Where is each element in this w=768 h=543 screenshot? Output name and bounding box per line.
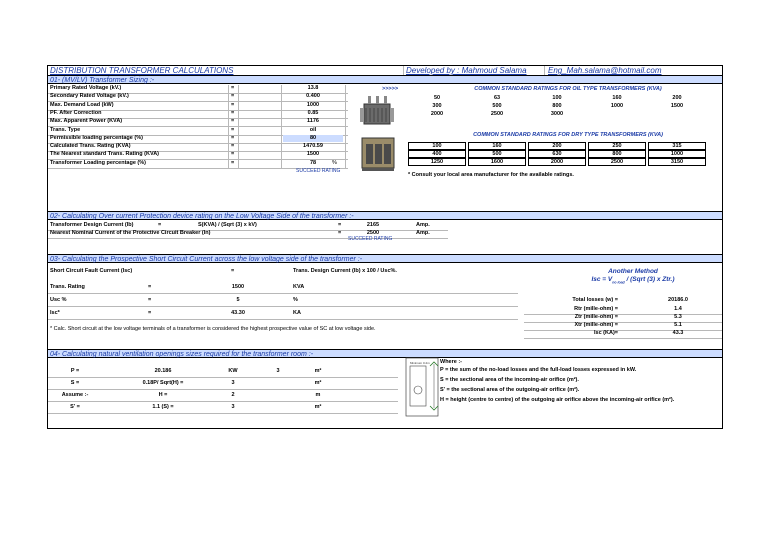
protection-eq: = [338,230,342,236]
rating-cell: 1000 [648,150,706,158]
protection-unit: Amp. [416,230,430,236]
section-3-header: 03- Calculating the Prospective Short Circuit Current across the low voltage side of the transformer :- [48,254,722,263]
impedance-value: 43.3 [672,330,684,336]
vent-col-a: Assume :- [61,392,89,398]
sc-unit: % [293,297,298,303]
sc-unit: KA [293,310,301,316]
rating-cell: 50 [433,95,441,101]
rating-cell: 1000 [610,103,624,109]
vent-col-c: 2 [231,392,235,398]
sizing-label: Max. Apparent Power (KVA) [50,118,123,125]
sizing-equals: = [231,159,235,166]
sizing-value[interactable]: 1000 [306,101,320,108]
sizing-label: Calculated Trans. Rating (KVA) [50,143,131,150]
rating-cell: 2500 [588,158,646,166]
rating-cell: 1250 [408,158,466,166]
rating-cell: 2500 [490,111,504,117]
sizing-value[interactable]: 0.85 [307,109,319,116]
grid-line [48,319,518,320]
section-1-succeed: SUCCEED RATING [296,168,341,174]
isc-label: Short Circuit Fault Current (Isc) [50,268,133,274]
developer-credit: Developed by : Mahmoud Salama [406,66,527,75]
sizing-label: The Nearest standard Trans. Rating (KVA) [50,151,160,158]
isc-formula: Trans. Design Current (Ib) x 100 / Usc%. [293,268,397,274]
oil-ratings-title: COMMON STANDARD RATINGS FOR OIL TYPE TRANSFORMERS (KVA) [474,86,662,92]
vent-col-a: S' = [70,404,80,410]
rating-cell: 630 [528,150,586,158]
sizing-value[interactable]: 0.400 [306,93,320,100]
sc-value[interactable]: 5 [236,297,240,303]
oil-transformer-picture [356,94,400,130]
rating-cell: 250 [588,142,646,150]
total-losses-label: Total losses (w) = [572,297,618,303]
sizing-label: PF. After Correction [50,109,102,116]
section-4-header: 04- Calculating natural ventilation openings sizes required for the transformer room :- [48,349,722,358]
section-2-succeed: SUCCEED RATING [348,236,393,242]
developer-email[interactable]: Eng_Mah.salama@hotmail.com [548,66,662,75]
rating-cell: 1600 [468,158,526,166]
vent-col-c: 3 [231,404,235,410]
rating-cell: 3000 [550,111,564,117]
spreadsheet [47,65,723,429]
rating-cell: 800 [588,150,646,158]
grid-line [48,306,518,307]
sizing-equals: = [231,143,235,150]
vent-col-e: m [315,392,321,398]
arrows: >>>>> [382,86,399,92]
vent-col-c: KW [228,368,238,374]
sizing-equals: = [231,85,235,91]
sc-eq: = [148,284,152,290]
rating-cell: 100 [552,95,562,101]
grid-vline [228,85,229,169]
rating-cell: 300 [432,103,442,109]
section-1-header: 01- (MV/LV) Transformer Sizing :- [48,75,722,84]
vent-col-b: 0.18P/ Sqrt(H) = [142,380,184,386]
sc-eq: = [148,297,152,303]
vent-col-e: m² [314,368,322,374]
vent-col-c: 3 [231,380,235,386]
sizing-label: Primary Rated Voltage (kV.) [50,85,122,91]
sizing-value: 1500 [306,151,320,158]
sc-unit: KVA [293,284,305,290]
rating-cell: 500 [492,103,502,109]
sizing-value: 78 [309,159,317,166]
impedance-label: Rtr (mille-ohm) = [574,306,618,312]
vent-col-b: 20.186 [154,368,172,374]
sizing-value: 1176 [307,118,319,125]
grid-line [48,401,398,402]
sheet-title: DISTRIBUTION TRANSFORMER CALCULATIONS [50,66,234,75]
ratings-note: * Consult your local area manufacturer for the available ratings. [408,172,574,178]
rating-cell: 1500 [670,103,684,109]
sizing-label: Secondary Rated Voltage (kV.) [50,93,129,100]
percent-sign: % [332,159,337,166]
isc-eq: = [231,268,235,274]
protection-unit: Amp. [416,222,430,228]
impedance-value: 5.3 [674,314,682,320]
rating-cell: 200 [528,142,586,150]
sizing-equals: = [231,126,235,133]
another-method-title: Another Method [608,268,658,275]
rating-cell: 400 [408,150,466,158]
grid-line [48,377,398,378]
diagram-label: Minimum 0.2m [410,361,430,365]
sizing-label: Permissible loading percentage (%) [50,134,143,141]
dry-transformer-picture [356,134,400,174]
vent-definition: P = the sum of the no-load losses and the full-load losses expressed in kW. [440,367,637,373]
impedance-label: Isc (KA)= [594,330,618,336]
grid-line [48,293,518,294]
sizing-equals: = [231,151,235,158]
rating-cell: 800 [552,103,562,109]
impedance-label: Ztr (mille-ohm) = [574,314,618,320]
grid-vline [345,85,346,169]
another-method-formula: Isc = $V_{no load}$ / (Sqrt (3) x Ztr.) [591,276,675,285]
protection-value: 2500 [366,230,380,236]
rating-cell: 63 [493,95,501,101]
vent-col-d: 3 [276,368,280,374]
sizing-equals: = [231,134,235,141]
sizing-value[interactable]: 80 [283,135,343,142]
protection-eq: = [338,222,342,228]
sc-label: Usc % [50,297,67,303]
sizing-label: Trans. Type [50,126,81,133]
rating-cell: 160 [468,142,526,150]
protection-label: Transformer Design Current (Ib) [50,222,134,228]
sizing-value[interactable]: 13.8 [307,85,319,91]
vent-definition: H = height (centre to centre) of the outgoing air orifice above the incoming-air orifice (m²). [440,397,675,403]
sc-label: Trans. Rating [50,284,85,290]
protection-value: 2165 [366,222,380,228]
sizing-value[interactable]: oil [309,126,317,133]
impedance-value: 5.1 [674,322,682,328]
sc-label: Isc* [50,310,60,316]
protection-eq1: = [158,222,162,228]
vent-col-b: H = [158,392,168,398]
grid-line [48,389,398,390]
vent-col-a: P = [70,368,80,374]
impedance-value: 1.4 [674,306,682,312]
grid-vline [281,85,282,169]
sizing-label: Transformer Loading percentage (%) [50,159,146,166]
sizing-equals: = [231,109,235,116]
vent-col-b: 1.1 (S) = [152,404,174,410]
section-3-note: * Calc. Short circuit at the low voltage terminals of a transformer is considered the highest prospective value of SC at low voltage side. [50,326,376,332]
rating-cell: 315 [648,142,706,150]
grid-vline [238,85,239,169]
rating-cell: 500 [468,150,526,158]
protection-formula: S(KVA) / (Sqrt (3) x kV) [198,222,257,228]
vent-definition: S = the sectional area of the incoming-air orifice (m²). [440,377,579,383]
vent-col-e: m² [314,404,322,410]
sizing-equals: = [231,93,235,100]
total-losses-value: 20186.0 [668,297,688,303]
rating-cell: 200 [672,95,682,101]
vent-definition: S' = the sectional area of the outgoing-air orifice (m²). [440,387,580,393]
where-label: Where :- [440,359,462,365]
vent-col-e: m² [314,380,322,386]
sc-value: 1500 [231,284,245,290]
rating-cell: 100 [408,142,466,150]
grid-line [48,413,398,414]
rating-cell: 2000 [528,158,586,166]
protection-label: Nearest Nominal Current of the Protective Circuit Breaker (In) [50,230,211,236]
dry-ratings-title: COMMON STANDARD RATINGS FOR DRY TYPE TRANSFORMERS (KVA) [473,132,663,138]
rating-cell: 3150 [648,158,706,166]
sc-value: 43.30 [231,310,245,316]
ventilation-room-diagram [404,356,440,420]
rating-cell: 160 [612,95,622,101]
grid-line [524,338,722,339]
sc-eq: = [148,310,152,316]
sizing-equals: = [231,118,235,125]
sizing-equals: = [231,101,235,108]
sizing-label: Max. Demand Load (kW) [50,101,114,108]
section-2-header: 02- Calculating Over current Protection device rating on the Low Voltage Side of the transformer :- [48,211,722,220]
impedance-label: Xtr (mille-ohm) = [574,322,618,328]
sizing-value: 1470.59 [303,143,323,150]
rating-cell: 2000 [430,111,444,117]
vent-col-a: S = [70,380,80,386]
